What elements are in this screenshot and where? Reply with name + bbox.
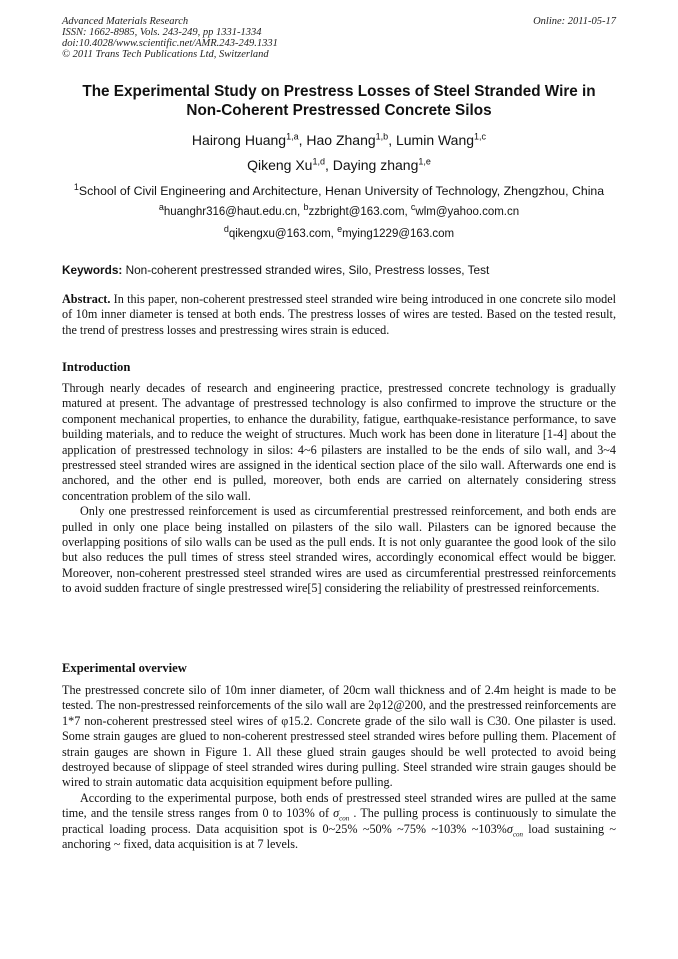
email-superscript: a (158, 202, 164, 213)
email-c[interactable]: wlm@yahoo.com.cn (415, 206, 520, 218)
author-name: Lumin Wang (395, 132, 475, 148)
affiliation-text: School of Civil Engineering and Architecture, Henan University of Technology, Zhengzhou, China (78, 184, 605, 198)
experimental-paragraph-1: The prestressed concrete silo of 10m inner diameter, of 20cm wall thickness and of 2.4m height is made to be tested. The non-prestressed reinforcements of the silo wall are 2φ12@200, and the prestressed reinforcements are 1*7 non-coherent prestressed steel wires of φ15.2. Concrete grade of the silo wall is C30. One pilaster is used. Some strain gauges are glued to non-coherent prestressed steel stranded wires before pulling them. Placement of strain gauges are shown in Figure 1. All these glued strain gauges should be well protected to avoid being destroyed because of slippage of steel stranded wires during pulling. Steel stranded wire strain gauges should be wired to strain automatic data acquisition equipment before pulling. (62, 683, 616, 790)
abstract-label: Abstract. (62, 292, 111, 306)
sigma-subscript: con (339, 814, 350, 823)
journal-name: Advanced Materials Research (62, 16, 189, 27)
journal-header (62, 16, 616, 60)
email-superscript: e (337, 224, 343, 235)
sigma-subscript: con (512, 830, 523, 839)
author-superscript: 1,d (312, 156, 325, 167)
sigma-con-symbol (333, 806, 350, 823)
affiliation-superscript: 1 (73, 181, 79, 192)
author-superscript: 1,e (418, 156, 431, 167)
author-name: Hairong Huang (191, 132, 287, 148)
paragraph-text: . The pulling process is continuously to simulate the practical loading process. Data acquisition spot is 0~25% ~50% ~75% ~103% ~103% (62, 806, 616, 836)
sigma-glyph: σ (506, 821, 513, 836)
email-superscript: c (410, 202, 416, 213)
author-name: Qikeng Xu (247, 157, 313, 173)
keywords (62, 263, 616, 278)
affiliation (20, 183, 658, 199)
experimental-paragraph-2 (62, 791, 616, 853)
author-name: Daying zhang (332, 157, 419, 173)
abstract-text: In this paper, non-coherent prestressed steel stranded wire being introduced in one concrete silo model of 10m inner diameter is tensed at both ends. The prestress losses of wires are tested. Based on the tested result, the trend of prestress losses and prestressing wires strain is educed. (62, 292, 616, 337)
email-e[interactable]: mying1229@163.com (342, 228, 455, 240)
email-superscript: b (303, 202, 309, 213)
author-superscript: 1,a (286, 131, 299, 142)
author-line-1: Hairong Huang$^{1,a}$, Hao Zhang$^{1,b}$, Lumin Wang$^{1,c}$ (191, 131, 487, 148)
email-d[interactable]: qikengxu@163.com, (228, 228, 334, 240)
issn-line: ISSN: 1662-8985, Vols. 243-249, pp 1331-1334 (62, 27, 262, 38)
email-superscript: d (223, 224, 229, 235)
doi-line: doi:10.4028/www.scientific.net/AMR.243-249.1331 (62, 38, 278, 49)
title-line-2: Non-Coherent Prestressed Concrete Silos (186, 102, 492, 119)
online-date: Online: 2011-05-17 (533, 16, 616, 27)
email-line-2 (20, 224, 658, 242)
sigma-con-symbol (506, 821, 523, 839)
paragraph-text: load sustaining ~ anchoring ~ fixed, data acquisition is at 7 levels. (62, 821, 617, 852)
email-a[interactable]: huanghr316@haut.edu.cn, (163, 206, 301, 218)
introduction-paragraph-1: Through nearly decades of research and engineering practice, prestressed concrete technology is gradually matured at present. The advantage of prestressed technology is also confirmed to improve the structure or the component mechanical properties, to enhance the durability, fatigue, earthquake-resistance performance, to save building materials, and to reduce the weight of structures. Much work has been done in literature [1-4] about the application of prestressed technology in silos: 4~6 pilasters are installed to be the ends of silo wall, and 3~4 prestressed steel stranded wires are assigned in the identical section place of the silo wall. Afterwards one end is anchored, and the other end is pulled, moreover, both ends are carried on alternately considering stress concentration problem of the silo wall. (62, 381, 616, 503)
abstract (62, 292, 616, 338)
experimental-heading: Experimental overview (62, 661, 187, 675)
keywords-label: Keywords: (62, 263, 123, 277)
author-superscript: 1,c (474, 131, 487, 142)
email-b[interactable]: zzbright@163.com, (308, 206, 408, 218)
copyright-line: © 2011 Trans Tech Publications Ltd, Switzerland (62, 49, 269, 60)
introduction-paragraph-2: Only one prestressed reinforcement is used as circumferential prestressed reinforcement, and both ends are pulled in only one place being installed on pilasters of the silo wall. Pilasters can be ignored because the overlapping positions of silo walls can be used as the pull ends. It is not only guarantee the good look of the silo but also reduces the pull times of stress steel stranded wires, accordingly economical effect would be bigger. Moreover, non-coherent prestressed steel stranded wires are used as circumferential prestressed reinforcements to avoid sudden fracture of single prestressed wire[5] considering the reliability of prestressed reinforcements. (62, 504, 616, 596)
sigma-glyph: σ (333, 806, 340, 821)
paragraph-text: According to the experimental purpose, both ends of prestressed steel stranded wires are pulled at the same time, and the tensile stress ranges from 0 to 103% of (62, 790, 616, 821)
author-superscript: 1,b (375, 131, 389, 142)
title-line-1: The Experimental Study on Prestress Losses of Steel Stranded Wire in (82, 83, 596, 100)
email-line-1 (20, 202, 658, 220)
keywords-text: Non-coherent prestressed stranded wires, Silo, Prestress losses, Test (122, 263, 490, 277)
paper-title (40, 82, 638, 120)
experimental-body (62, 683, 616, 852)
introduction-heading: Introduction (62, 360, 131, 374)
author-name: Hao Zhang (306, 132, 376, 148)
introduction-body (62, 381, 616, 597)
author-line-2: Qikeng Xu$^{1,d}$, Daying zhang$^{1,e}$ (247, 156, 431, 173)
